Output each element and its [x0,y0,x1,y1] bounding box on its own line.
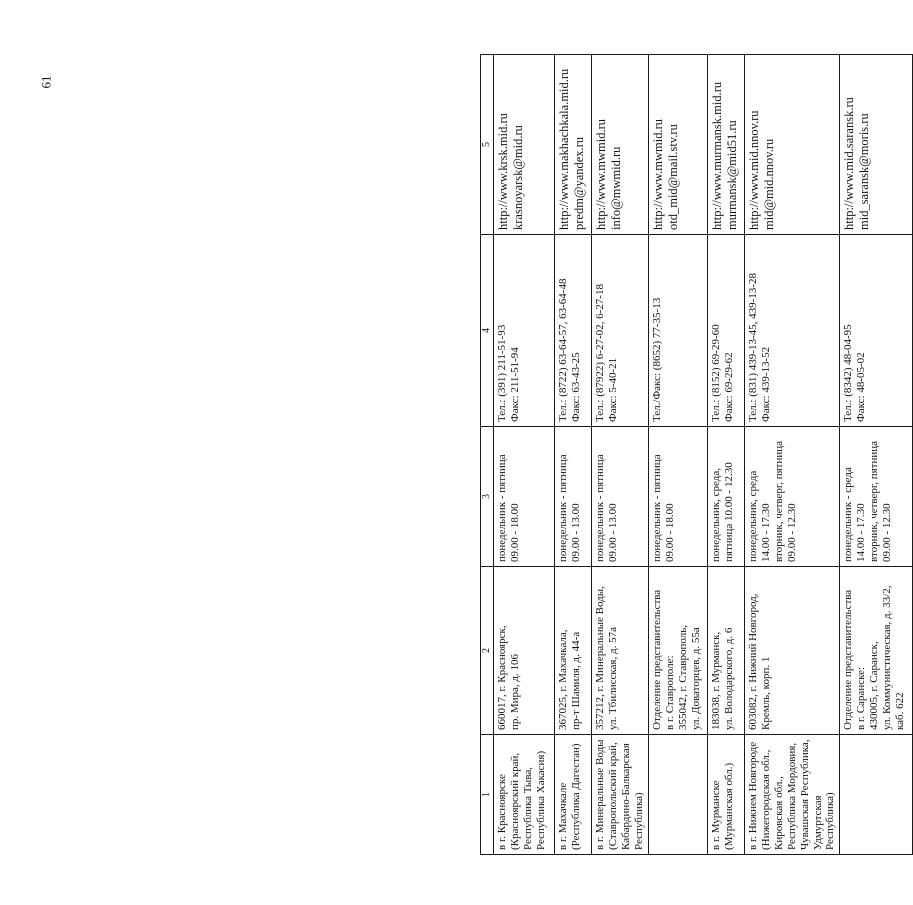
office-hours-cell-line: понедельник - пятница [650,454,663,562]
office-hours-cell-line: понедельник - пятница [593,454,606,562]
address-cell [648,567,707,735]
website-email-cell [591,55,648,235]
address-cell [591,567,648,735]
website-email-cell-line: http://www.mid.saransk.ru [842,97,857,230]
phone-fax-cell [840,235,913,427]
address-cell-line: 367025, г. Махачкала, [556,629,569,730]
column-header: 1 [481,735,494,855]
address-cell-line: ул. Доваторцев, д. 55а [689,627,702,730]
office-hours-cell-line: 09.00 - 12.30 [785,503,798,562]
office-hours-cell [591,427,648,567]
table-row [840,55,913,855]
address-cell-line: ул. Тбилисская, д. 57а [606,627,619,730]
office-location-cell-line: в г. Мурманске [709,780,722,850]
table-row [493,55,554,855]
column-header: 5 [481,55,494,235]
rotated-sheet [480,55,907,855]
address-cell-line: 430005, г. Саранск, [868,641,881,730]
website-email-cell [648,55,707,235]
phone-fax-cell [591,235,648,427]
office-hours-cell [744,427,840,567]
website-email-cell-line: mid@mid.nnov.ru [761,138,776,230]
address-cell [744,567,840,735]
office-hours-cell-line: вторник, четверг, пятница [772,441,785,562]
office-location-cell [554,735,591,855]
address-cell-line: ул. Коммунистическая, д. 33/2, [881,585,894,730]
website-email-cell-line: http://www.mwmid.ru [593,119,608,230]
website-email-cell [554,55,591,235]
office-location-cell-line: Республика Хакасия) [534,750,547,850]
phone-fax-cell [707,235,744,427]
table-row [648,55,707,855]
office-location-cell-line: Республика) [632,792,645,850]
address-cell-line: 355042, г. Ставрополь, [676,625,689,730]
column-header: 3 [481,427,494,567]
office-hours-cell-line: пятница 10.00 - 12.30 [722,462,735,562]
office-hours-cell-line: 14.00 - 17.30 [855,503,868,562]
phone-fax-cell [554,235,591,427]
phone-fax-cell-line: Тел.: (391) 211-51-93 [495,324,508,422]
office-location-cell-line: в г. Минеральные Воды [593,739,606,850]
phone-fax-cell [493,235,554,427]
table-row [591,55,648,855]
office-hours-cell [554,427,591,567]
address-cell [707,567,744,735]
office-location-cell-line: (Ставропольский край, [606,742,619,850]
column-number-row [481,55,494,855]
office-hours-cell [493,427,554,567]
office-location-cell [648,735,707,855]
office-hours-cell-line: 09.00 - 18.00 [663,503,676,562]
phone-fax-cell-line: Факс: 439-13-52 [759,346,772,422]
office-location-cell-line: Республика Тыва, [521,766,534,850]
website-email-cell-line: http://www.murmansk.mid.ru [709,81,724,230]
address-cell-line: пр-т Шамиля, д. 44-а [569,631,582,730]
website-email-cell-line: info@mwmid.ru [608,146,623,230]
office-hours-cell-line: понедельник - пятница [556,454,569,562]
address-cell [493,567,554,735]
phone-fax-cell-line: Факс: 5-40-21 [606,357,619,422]
office-hours-cell [648,427,707,567]
website-email-cell-line: http://www.krsk.mid.ru [495,113,510,230]
phone-fax-cell-line: Факс: 211-51-94 [508,347,521,422]
address-cell-line: 357212, г. Минеральные Воды, [593,586,606,730]
office-hours-cell [707,427,744,567]
phone-fax-cell-line: Тел./Факс: (8652) 77-35-13 [650,297,663,422]
office-hours-cell [840,427,913,567]
office-location-cell [591,735,648,855]
phone-fax-cell-line: Тел.: (87922) 6-27-02, 6-27-18 [593,284,606,422]
address-cell-line: пр. Мира, д. 106 [508,653,521,730]
office-location-cell-line: Кировская обл., [772,776,785,850]
website-email-cell-line: mid_saransk@moris.ru [857,113,872,230]
website-email-cell-line: http://www.mid.nnov.ru [746,110,761,230]
address-cell-line: каб. 622 [894,692,907,730]
website-email-cell [840,55,913,235]
table-body [493,55,913,855]
website-email-cell [707,55,744,235]
embassy-offices-table [480,54,913,855]
phone-fax-cell [648,235,707,427]
office-location-cell-line: (Мурманская обл.) [722,762,735,850]
phone-fax-cell-line: Факс: 69-29-62 [722,352,735,422]
phone-fax-cell-line: Тел.: (831) 439-13-45, 439-13-28 [746,273,759,422]
website-email-cell [744,55,840,235]
table-row [744,55,840,855]
website-email-cell-line: murmansk@mid51.ru [724,120,739,230]
address-cell-line: 603082, г. Нижний Новгород, [746,593,759,730]
website-email-cell-line: predm@yandex.ru [571,136,586,230]
phone-fax-cell-line: Факс: 63-43-25 [569,352,582,422]
office-hours-cell-line: понедельник - пятница [495,454,508,562]
office-hours-cell-line: 14.00 - 17.30 [759,503,772,562]
office-location-cell [707,735,744,855]
address-cell [840,567,913,735]
address-cell-line: 660017, г. Красноярск, [495,625,508,730]
office-location-cell-line: Республика Мордовия, [785,742,798,850]
office-hours-cell-line: понедельник, среда, [709,468,722,562]
phone-fax-cell [744,235,840,427]
office-location-cell-line: в г. Нижнем Новгороде [746,741,759,850]
column-header: 4 [481,235,494,427]
office-hours-cell-line: вторник, четверг, пятница [868,441,881,562]
address-cell-line: 183038, г. Мурманск, [709,631,722,730]
address-cell-line: Отделение представительства [650,589,663,730]
website-email-cell-line: krasnoyarsk@mid.ru [510,125,525,230]
address-cell-line: Отделение представительства [842,589,855,730]
office-location-cell-line: в г. Махачкале [556,782,569,850]
office-location-cell [493,735,554,855]
office-hours-cell-line: 09.00 - 13.00 [569,503,582,562]
page-number: 61 [38,75,54,89]
office-location-cell [744,735,840,855]
table-row [554,55,591,855]
office-hours-cell-line: понедельник - среда [842,467,855,562]
office-hours-cell-line: 09.00 - 13.00 [606,503,619,562]
address-cell-line: Кремль, корп. 1 [759,656,772,730]
website-email-cell [493,55,554,235]
office-location-cell-line: (Красноярский край, [508,752,521,850]
address-cell [554,567,591,735]
phone-fax-cell-line: Тел.: (8722) 63-64-57, 63-64-48 [556,278,569,422]
address-cell-line: в г. Саранске: [855,666,868,730]
office-hours-cell-line: понедельник, среда [746,470,759,562]
phone-fax-cell-line: Факс: 48-05-02 [855,352,868,422]
office-location-cell-line: в г. Красноярске [495,774,508,850]
office-location-cell-line: Чувашская Республика, [798,739,811,850]
phone-fax-cell-line: Тел.: (8342) 48-04-95 [842,324,855,422]
column-header: 2 [481,567,494,735]
office-hours-cell-line: 09.00 - 12.30 [881,503,894,562]
phone-fax-cell-line: Тел.: (8152) 69-29-60 [709,324,722,422]
office-location-cell-line: (Нижегородская обл., [759,749,772,850]
website-email-cell-line: http://www.mwmid.ru [650,119,665,230]
website-email-cell-line: http://www.makhachkala.mid.ru [556,68,571,230]
address-cell-line: в г. Ставрополе: [663,655,676,730]
office-hours-cell-line: 09.00 - 18.00 [508,503,521,562]
website-email-cell-line: otd_mid@mail.stv.ru [665,124,680,230]
table-row [707,55,744,855]
office-location-cell-line: (Республика Дагестан) [569,743,582,850]
office-location-cell-line: Кабардино-Балкарская [619,743,632,850]
address-cell-line: ул. Володарского, д. 6 [722,627,735,730]
office-location-cell-line: Удмуртская Республика) [811,792,837,850]
office-location-cell [840,735,913,855]
